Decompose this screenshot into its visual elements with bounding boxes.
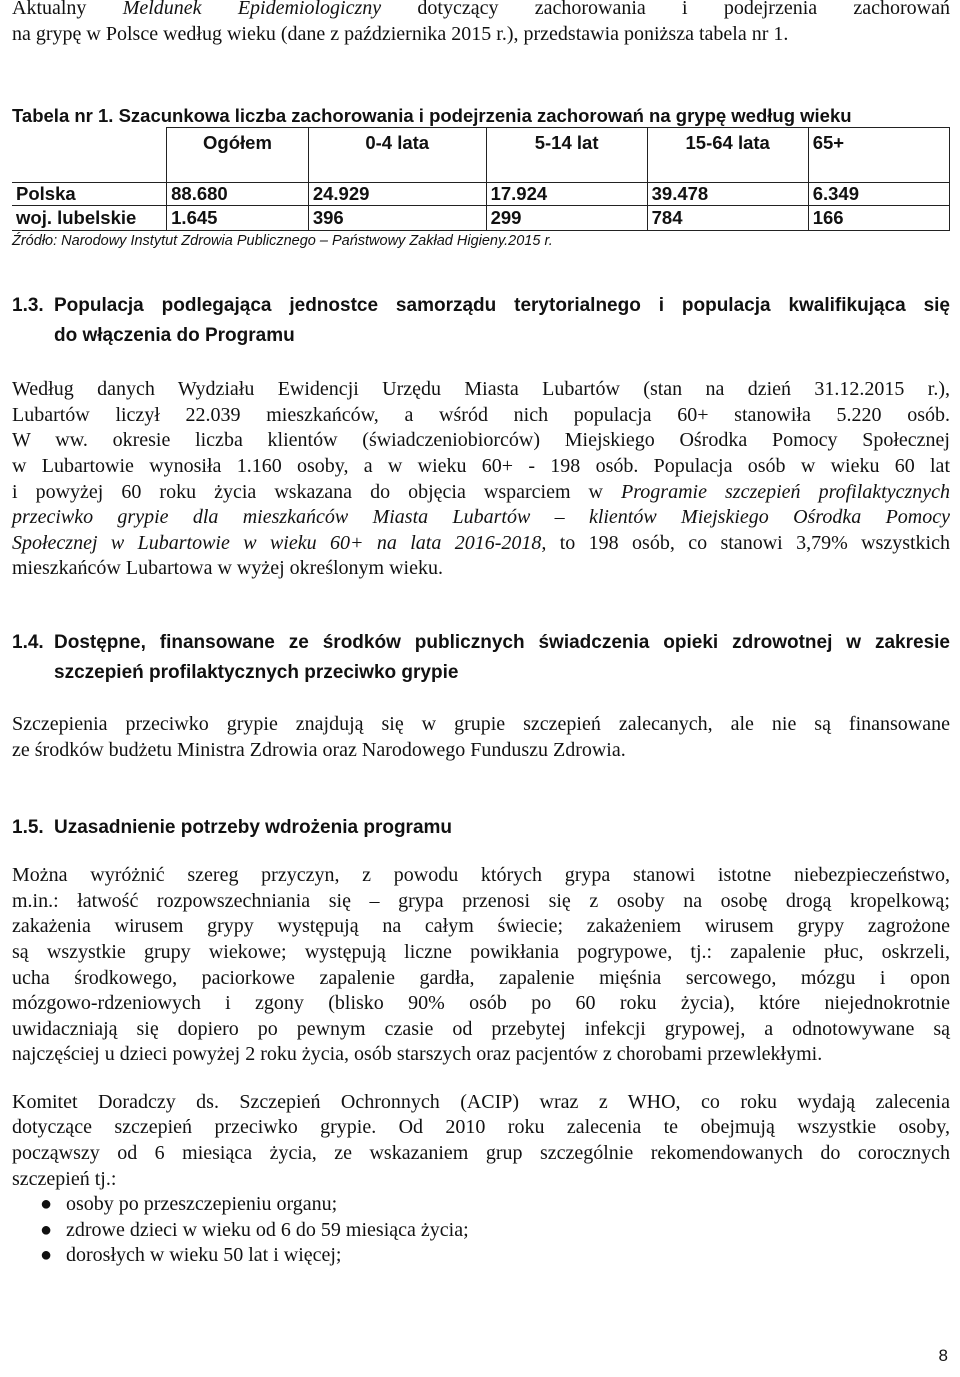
table-row [12,183,950,206]
table-cell: 39.478 [647,183,808,206]
text-line: Komitet Doradczy ds. Szczepień Ochronnych (ACIP) wraz z WHO, co roku wydają zalecenia [12,1090,950,1113]
list-item-text: dorosłych w wieku 50 lat i więcej; [66,1244,342,1267]
section-number: 1.4. [12,631,44,653]
intro-paragraph [12,0,950,47]
list-item [12,1243,950,1269]
text-line: szczepień tj.: [12,1167,117,1190]
table-title: Tabela nr 1. Szacunkowa liczba zachorowania i podejrzenia zachorowań na grypę według wieku [12,105,852,127]
text-line: mózgowo-rdzeniowych i zgony (blisko 90% osób po 60 roku życia), które niejednokrotnie [12,992,950,1015]
text-line: Szczepienia przeciwko grypie znajdują się w grupie szczepień zalecanych, ale nie są finansowane [12,712,950,735]
text-line: W ww. okresie liczba klientów (świadczeniobiorców) Miejskiego Ośrodka Pomocy Społecznej [12,429,950,452]
heading-text: Dostępne, finansowane ze środków publicznych świadczenia opieki zdrowotnej w zakresie [54,631,950,653]
heading-line [12,813,950,843]
table-cell: 1.645 [167,206,309,231]
table-cell: 396 [308,206,486,231]
table-header-cell: 5-14 lat [486,128,647,183]
section-1-4-body [12,712,950,763]
text-line: Według danych Wydziału Ewidencji Urzędu Miasta Lubartów (stan na dzień 31.12.2015 r.), [12,378,950,401]
section-heading-1-3 [12,291,950,351]
italic-span: Meldunek Epidemiologiczny [122,0,382,19]
text-line: są wszystkie grupy wiekowe; występują liczne powikłania pogrypowe, tj.: zapalenie płuc, oskrzeli, [12,940,950,963]
table-header-cell: Ogółem [167,128,309,183]
heading-line: szczepień profilaktycznych przeciwko grypie [54,661,459,683]
table-header-cell: 65+ [808,128,949,183]
text-line: ucha środkowego, paciorkowe zapalenie gardła, zapalenie mięśnia sercowego, mózgu i opon [12,966,950,989]
table-header-cell [12,128,167,183]
heading-text: Populacja podlegająca jednostce samorządu terytorialnego i populacja kwalifikująca się [54,295,950,317]
section-number: 1.5. [12,817,44,839]
text-line: najczęściej u dzieci powyżej 2 roku życia, osób starszych oraz pacjentów z chorobami przewlekłymi. [12,1043,823,1066]
table-row-label: Polska [12,183,167,206]
text-span: to 198 osób, co stanowi 3,79% wszystkich [546,531,950,554]
text-line: m.in.: łatwość rozpowszechniania się – grypa przenosi się z osoby na osobę drogą kropelkową; [12,889,950,912]
list-item-text: osoby po przeszczepieniu organu; [66,1193,338,1216]
table-header-cell: 15-64 lata [647,128,808,183]
italic-span: Społecznej w Lubartowie w wieku 60+ na lata 2016-2018, [12,531,547,554]
document-page [12,0,950,1269]
table-row-label: woj. lubelskie [12,206,167,231]
text-line: Można wyróżnić szereg przyczyn, z powodu których grypa stanowi istotne niebezpieczeństwo, [12,864,950,887]
table-header-cell: 0-4 lata [308,128,486,183]
table-cell: 6.349 [808,183,949,206]
table-cell: 88.680 [167,183,309,206]
text-line [12,0,950,22]
heading-line [12,628,950,658]
text-line [12,531,950,557]
text-line: ze środków budżetu Ministra Zdrowia oraz Narodowego Funduszu Zdrowia. [12,738,626,761]
text-line: uwidaczniają się dopiero po pewnym czasie od przebytej infekcji grypowej, a odnotowywane są [12,1017,950,1040]
text-line: dotyczące szczepień przeciwko grypie. Od 2010 roku zalecenia te obejmują wszystkie osoby, [12,1116,950,1139]
italic-span: Programie szczepień profilaktycznych [621,480,951,503]
bullet-icon: ● [40,1218,53,1241]
list-item [12,1218,950,1244]
bullet-icon: ● [40,1244,53,1267]
table-cell: 299 [486,206,647,231]
text-line: zakażenia wirusem grypy występują na całym świecie; zakażeniem wirusem grypy zagrożone [12,915,950,938]
table-header-row [12,128,950,183]
text-line: mieszkańców Lubartowa w wyżej określonym wieku. [12,557,443,580]
text-line: Lubartów liczył 22.039 mieszkańców, a wśród nich populacja 60+ stanowiła 5.220 osób. [12,403,950,426]
flu-cases-table [12,127,950,231]
list-item-text: zdrowe dzieci w wieku od 6 do 59 miesiąca życia; [66,1218,469,1241]
text-line: w Lubartowie wynosiła 1.160 osoby, a w wieku 60+ - 198 osób. Populacja osób w wieku 60 lat [12,454,950,477]
section-number: 1.3. [12,295,44,317]
section-1-5-paragraph-2 [12,1090,950,1192]
table-cell: 784 [647,206,808,231]
text-span: i powyżej 60 roku życia wskazana do objęcia wsparciem w [12,480,622,503]
recommendation-list [12,1192,950,1269]
text-line: przeciwko grypie dla mieszkańców Miasta Lubartów – klientów Miejskiego Ośrodka Pomocy [12,506,950,529]
list-item [12,1192,950,1218]
text-line [12,480,950,506]
table-row [12,206,950,231]
table-cell: 17.924 [486,183,647,206]
text-span: dotyczący zachorowania i podejrzenia zachorowań [381,0,951,19]
section-1-5-paragraph-1 [12,863,950,1068]
section-heading-1-4 [12,628,950,688]
bullet-icon: ● [40,1193,53,1216]
section-1-3-body [12,377,950,582]
heading-line: do włączenia do Programu [54,325,295,347]
page-number: 8 [938,1346,948,1365]
section-heading-1-5 [12,813,950,843]
table-source: Źródło: Narodowy Instytut Zdrowia Publicznego – Państwowy Zakład Higieny.2015 r. [12,233,553,250]
text-span: Aktualny [12,0,123,19]
table-cell: 166 [808,206,949,231]
text-line: począwszy od 6 miesiąca życia, ze wskazaniem grup szczególnie rekomendowanych do corocznych [12,1142,950,1165]
heading-text: Uzasadnienie potrzeby wdrożenia programu [54,817,453,839]
table-cell: 24.929 [308,183,486,206]
text-line: na grypę w Polsce według wieku (dane z października 2015 r.), przedstawia poniższa tabela nr 1. [12,22,789,45]
heading-line [12,291,950,321]
